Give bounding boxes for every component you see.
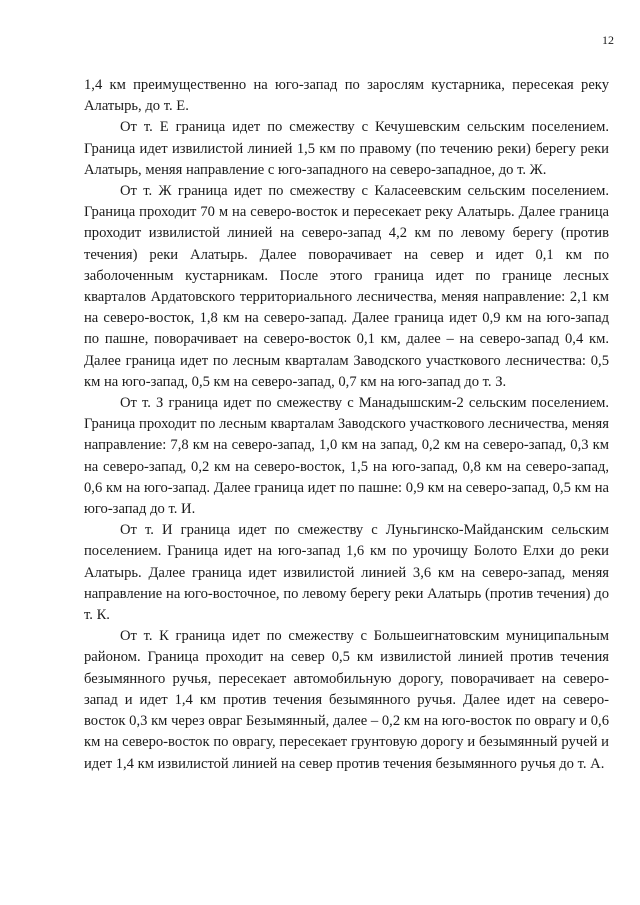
paragraph-4: От т. З граница идет по смежеству с Манадышским-2 сельским поселением. Граница проходит по лесным кварталам Заводского участкового лесничества, меняя направление: 7,8 км на северо-запад, 1,0 км на запад, 0,2 км на северо-запад, 0,3 км на северо-запад, 0,2 км на северо-восток, 1,5 на юго-запад, 0,8 км на северо-запад, 0,6 км на юго-запад. Далее граница идет по пашне: 0,9 км на северо-запад, 0,5 км на юго-запад до т. И. — [84, 395, 609, 518]
paragraph-1: 1,4 км преимущественно на юго-запад по зарослям кустарника, пересекая реку Алатырь, до т. Е. — [84, 77, 609, 115]
paragraph-3: От т. Ж граница идет по смежеству с Каласеевским сельским поселением. Граница проходит 70 м на северо-восток и пересекает реку Алатырь. Далее граница проходит извилистой линией на северо-запад 4,2 км по левому берегу (против течения) реки Алатырь. Далее поворачивает на север и идет 0,1 км по заболоченным кустарникам. После этого граница идет по границе лесных кварталов Ардатовского территориального лесничества, меняя направление: 2,1 км на северо-восток, 1,8 км на северо-запад. Далее граница идет 0,9 км на юго-запад по пашне, поворачивает на северо-восток 0,1 км, далее – на северо-запад 0,4 км. Далее граница идет по лесным кварталам Заводского участкового лесничества: 0,5 км на юго-запад, 0,5 км на северо-запад, 0,7 км на юго-запад до т. З. — [84, 183, 609, 390]
paragraph-5: От т. И граница идет по смежеству с Луньгинско-Майданским сельским поселением. Граница идет на юго-запад 1,6 км по урочищу Болото Елхи до реки Алатырь. Далее граница идет извилистой линией 3,6 км на северо-запад, меняя направление на юго-восточное, по левому берегу реки Алатырь (против течения) до т. К. — [84, 522, 609, 624]
paragraph-2: От т. Е граница идет по смежеству с Кечушевским сельским поселением. Граница идет извилистой линией 1,5 км по правому (по течению реки) берегу реки Алатырь, меняя направление с юго-западного на северо-западное, до т. Ж. — [84, 119, 609, 178]
paragraph-6: От т. К граница идет по смежеству с Большеигнатовским муниципальным районом. Граница проходит на север 0,5 км извилистой линией против течения безымянного ручья, пересекает автомобильную дорогу, поворачивает на северо-запад и идет 1,4 км против течения безымянного ручья. Далее идет на северо-восток 0,3 км через овраг Безымянный, далее – 0,2 км на юго-восток по оврагу и 0,6 км на северо-восток по оврагу, пересекает грунтовую дорогу и безымянный ручей и идет 1,4 км извилистой линией на север против течения безымянного ручья до т. А. — [84, 628, 609, 772]
document-body — [84, 75, 609, 775]
page-number: 12 — [602, 33, 614, 47]
